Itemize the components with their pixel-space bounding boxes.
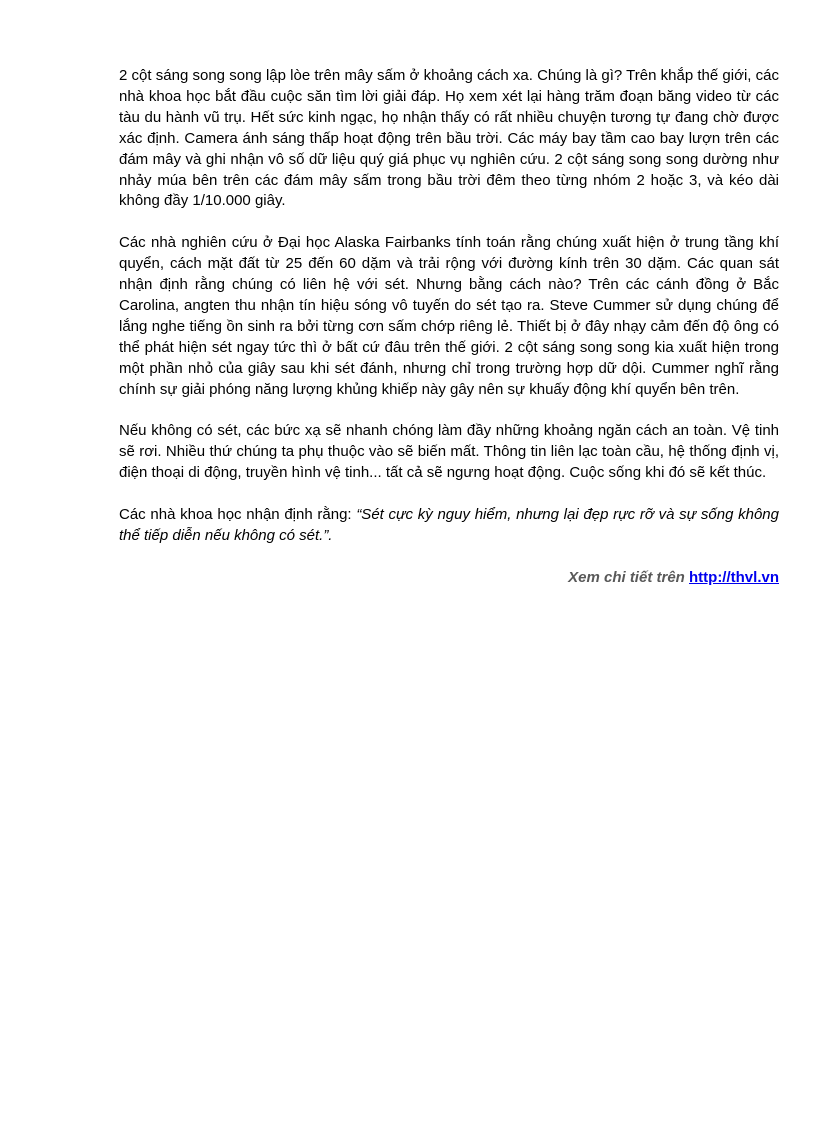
paragraph-4 [119, 505, 779, 547]
scientist-quote: “Sét cực kỳ nguy hiểm, nhưng lại đẹp rực rỡ và sự sống không thể tiếp diễn nếu không có sét.”. [119, 505, 779, 544]
source-label: Xem chi tiết trên [568, 568, 689, 586]
paragraph-1: 2 cột sáng song song lập lòe trên mây sấm ở khoảng cách xa. Chúng là gì? Trên khắp thế giới, các nhà khoa học bắt đầu cuộc săn tìm lời giải đáp. Họ xem xét lại hàng trăm đoạn băng video từ các tàu du hành vũ trụ. Hết sức kinh ngạc, họ nhận thấy có rất nhiều chuyện tương tự đang chờ được xác định. Camera ánh sáng thấp hoạt động trên bầu trời. Các máy bay tầm cao bay lượn trên các đám mây và ghi nhận vô số dữ liệu quý giá phục vụ nghiên cứu. 2 cột sáng song song dường như nhảy múa bên trên các đám mây sấm trong bầu trời đêm theo từng nhóm 2 hoặc 3, và kéo dài không đầy 1/10.000 giây. [119, 67, 779, 210]
paragraph-3: Nếu không có sét, các bức xạ sẽ nhanh chóng làm đầy những khoảng ngăn cách an toàn. Vệ tinh sẽ rơi. Nhiều thứ chúng ta phụ thuộc vào sẽ biến mất. Thông tin liên lạc toàn cầu, hệ thống định vị, điện thoại di động, truyền hình vệ tinh... tất cả sẽ ngưng hoạt động. Cuộc sống khi đó sẽ kết thúc. [119, 422, 779, 482]
source-line [119, 568, 779, 589]
quote-intro: Các nhà khoa học nhận định rằng: [119, 505, 357, 523]
paragraph-2: Các nhà nghiên cứu ở Đại học Alaska Fairbanks tính toán rằng chúng xuất hiện ở trung tầng khí quyển, cách mặt đất từ 25 đến 60 dặm và trải rộng với đường kính trên 30 dặm. Các quan sát nhận định rằng chúng có liên hệ với sét. Nhưng bằng cách nào? Trên các cánh đồng ở Bắc Carolina, angten thu nhận tín hiệu sóng vô tuyến do sét tạo ra. Steve Cummer sử dụng chúng để lắng nghe tiếng ồn sinh ra bởi từng cơn sấm chớp riêng lẻ. Thiết bị ở đây nhạy cảm đến độ ông có thể phát hiện sét ngay tức thì ở bất cứ đâu trên thế giới. 2 cột sáng song song kia xuất hiện trong một phần nhỏ của giây sau khi sét đánh, nhưng chỉ trong trường hợp dữ dội. Cummer nghĩ rằng chính sự giải phóng năng lượng khủng khiếp này gây nên sự khuấy động khí quyển bên trên. [119, 234, 779, 398]
document-page [119, 66, 779, 609]
source-link[interactable]: http://thvl.vn [689, 568, 779, 586]
